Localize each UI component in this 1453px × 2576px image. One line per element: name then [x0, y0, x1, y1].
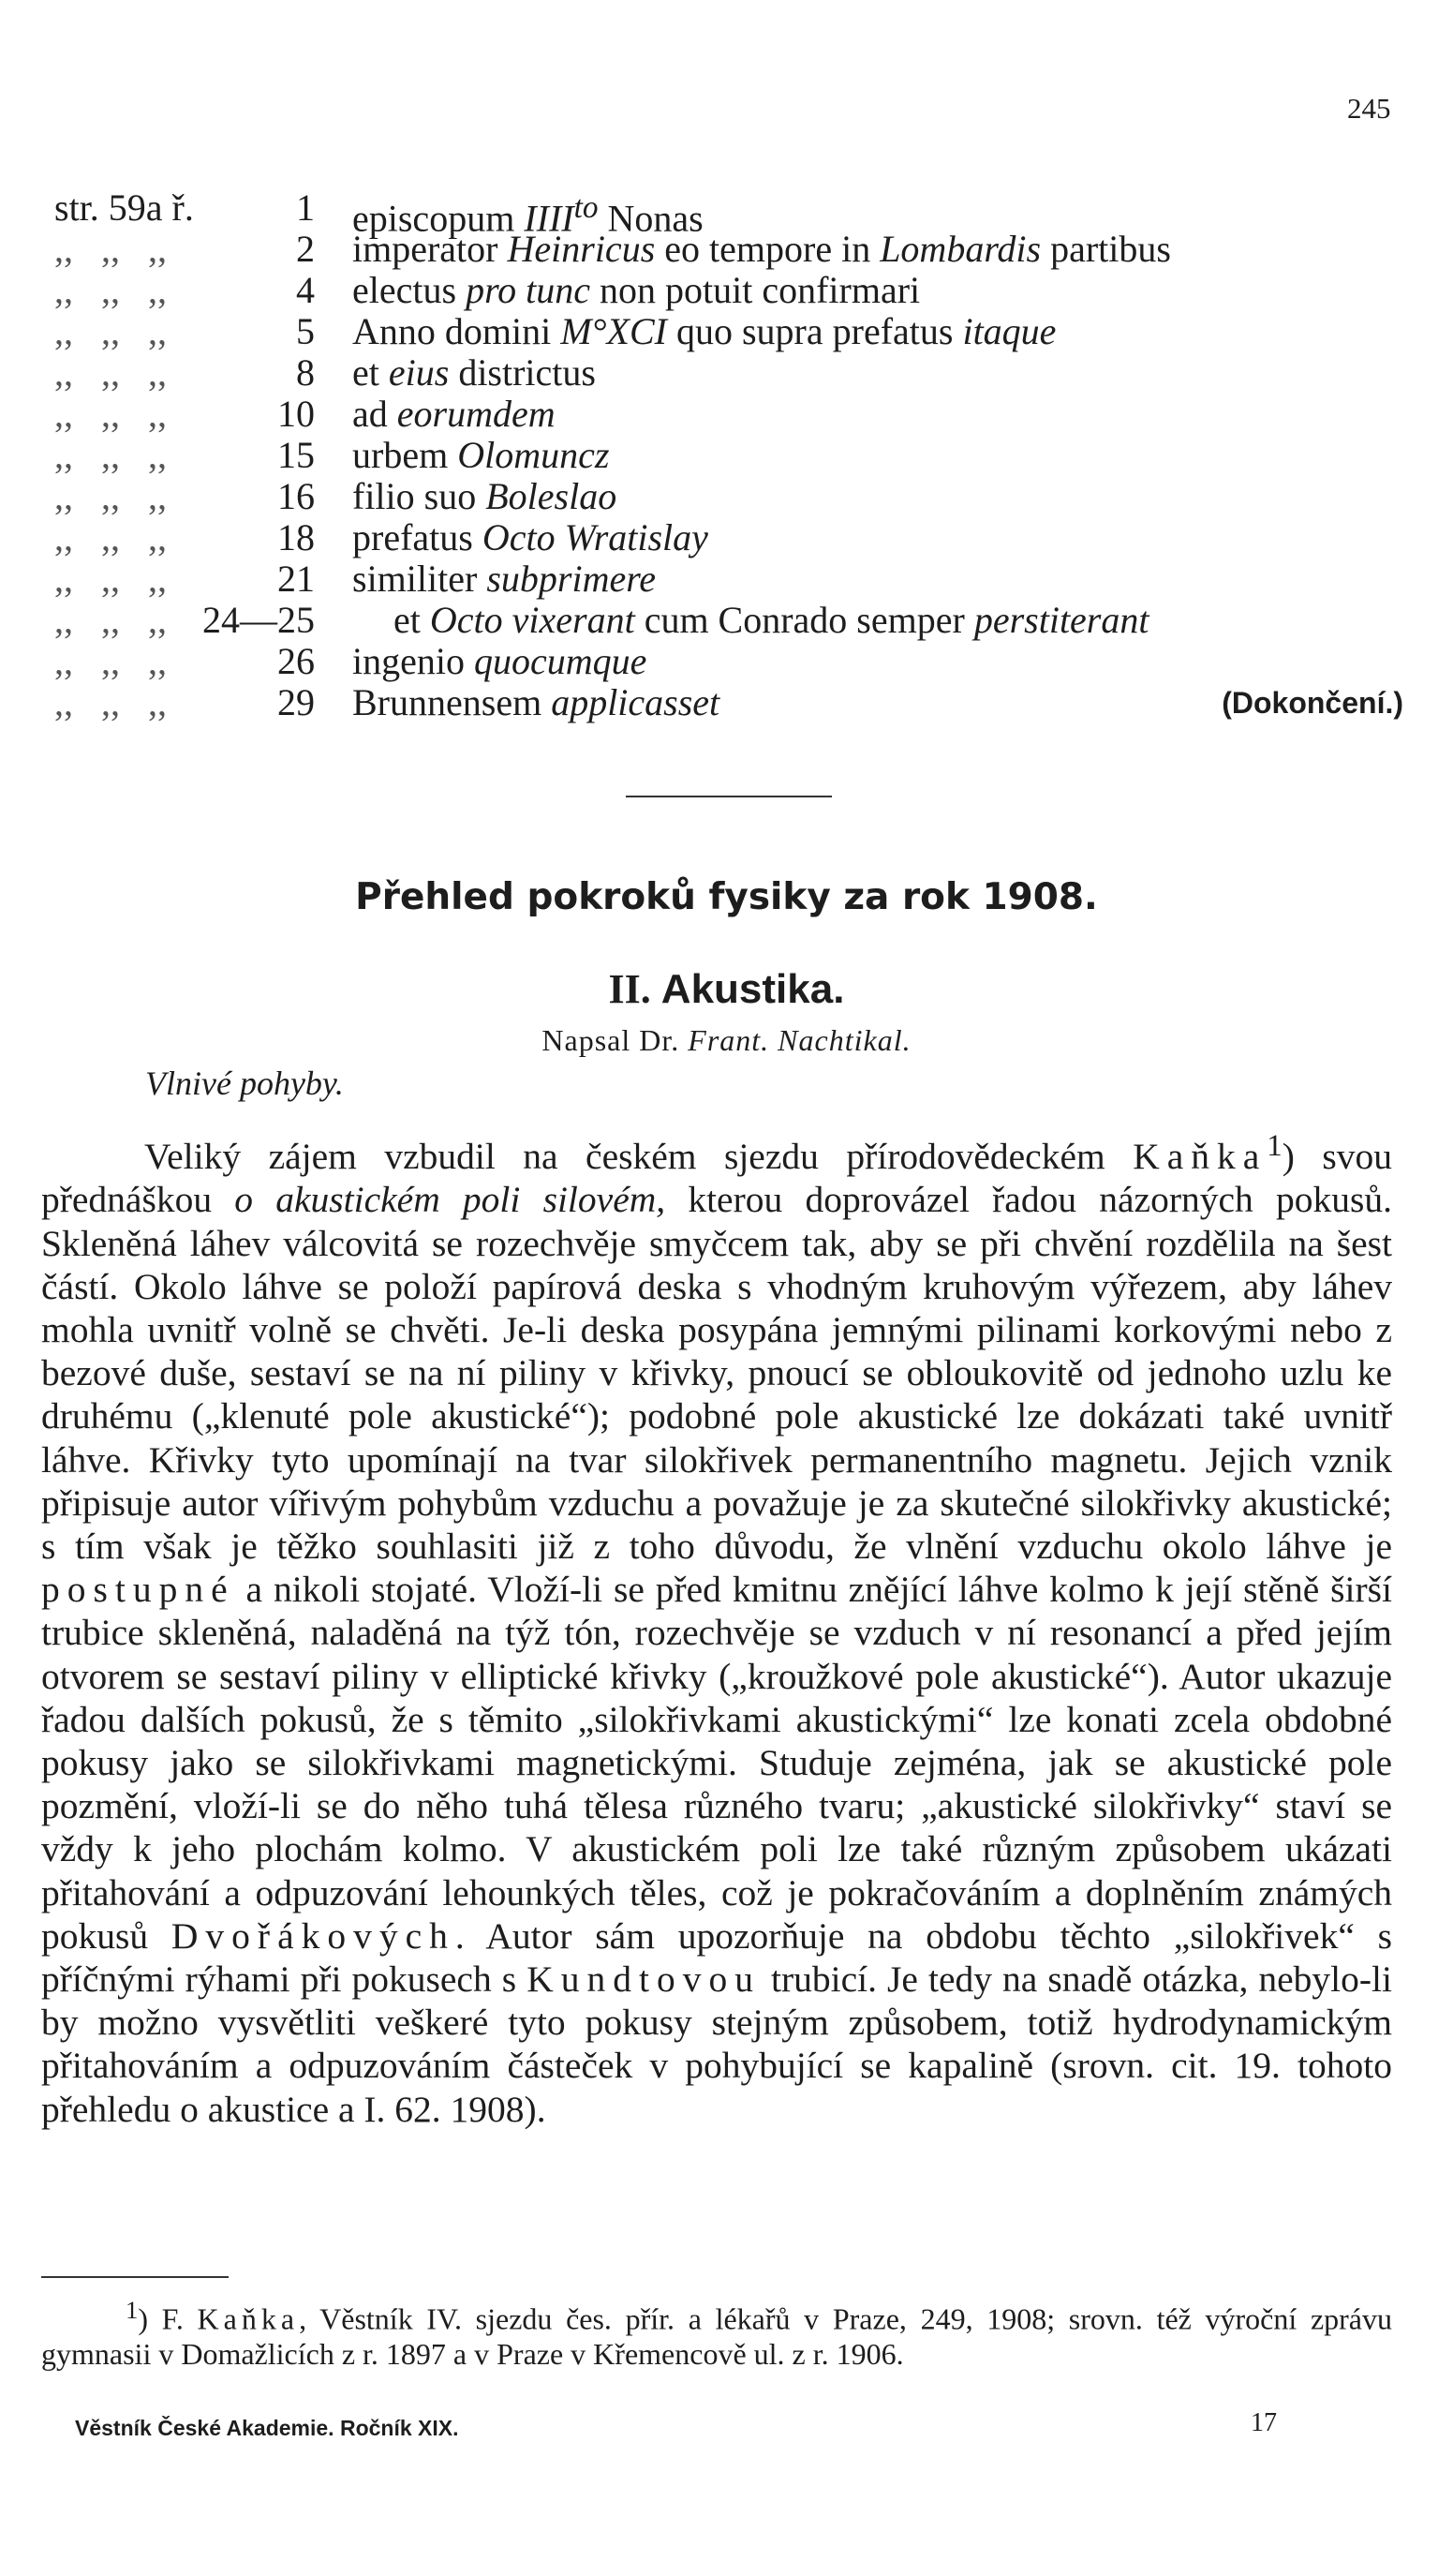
errata-text [352, 352, 596, 394]
footnote-text-run: ) F. [138, 2301, 198, 2336]
errata-text-run: non potuit confirmari [590, 269, 921, 311]
errata-line-number: 10 [277, 393, 315, 435]
errata-text-run: ingenio [352, 640, 474, 682]
errata-ref-text: ,, ,, ,, [54, 393, 167, 435]
errata-text-run: prefatus [352, 516, 482, 558]
errata-ref-text: ,, ,, ,, [54, 228, 167, 270]
body-text-run: trubicí. Je tedy na snadě otázka, nebylo-li by možno vysvětliti veškeré tyto pokusy stejným způsobem, totiž hydrodynamickým přitahováním a odpuzováním částeček v pohybující se kapalině (srovn. cit. 19. tohoto přehledu o akustice a I. 62. 1908). [41, 1958, 1392, 2130]
errata-ref [54, 311, 345, 352]
errata-ref-text: ,, ,, ,, [54, 558, 167, 600]
section-divider [626, 796, 832, 797]
errata-text-run: Nonas [598, 197, 704, 240]
errata-text-run: et [352, 351, 389, 394]
errata-row [54, 600, 1403, 641]
body-text-run: kterou doprovázel řadou názorných pokusů. Skleněná láhev válcovitá se rozechvěje smyčcem tak, aby se při chvění rozdělila na šest částí. Okolo láhve se položí papírová deska s vhodným kruhovým výřezem, aby láhev mohla uvnitř volně se chvěti. Je-li deska posypána jemnými pilinami korkovými nebo z bezové duše, sestaví se na ní piliny v křivky, pnoucí se obloukovitě od jednoho uzlu ke druhému („klenuté pole akustické“); podobné pole akustické lze dokázati také uvnitř láhve. Křivky tyto upomínají na tvar silokřivek permanentního magnetu. Jejich vznik připisuje autor vířivým pohybům vzduchu a považuje je za skutečné silokřivky akustické; s tím však je těžko souhlasiti již z toho důvodu, že vlnění vzduchu okolo láhve je [41, 1179, 1392, 1567]
continuation-note: (Dokončení.) [1222, 686, 1403, 720]
body-text-run: postupné [41, 1569, 235, 1611]
errata-text-run: eo tempore in [655, 228, 881, 270]
errata-text [393, 600, 1149, 641]
errata-ref [54, 558, 345, 600]
errata-text-run: Anno domini [352, 310, 561, 352]
errata-ref [54, 517, 345, 558]
errata-row [54, 229, 1403, 270]
errata-line-number: 29 [277, 681, 315, 723]
author-name: Frant. Nachtikal. [688, 1023, 912, 1057]
errata-text [352, 229, 1171, 270]
errata-text-run: urbem [352, 434, 458, 476]
errata-text [352, 641, 646, 682]
errata-text-run: Olomuncz [457, 434, 610, 476]
errata-text-run: Octo vixerant [429, 599, 635, 641]
errata-ref-text: ,, ,, ,, [54, 310, 167, 352]
body-text-run: Kundtovou [526, 1958, 761, 2001]
errata-line-number: 5 [296, 310, 315, 352]
errata-row [54, 352, 1403, 394]
errata-text-run: electus [352, 269, 467, 311]
errata-text-run: cum Conrado semper [634, 599, 974, 641]
errata-ref [54, 682, 345, 723]
errata-row [54, 517, 1403, 558]
body-text-run: . Autor sám upozorňuje na obdobu těchto „silokřivek“ s příčnými rýhami při pokusech s [41, 1914, 1392, 2001]
author-line [0, 1023, 1453, 1058]
errata-row [54, 311, 1403, 352]
errata-line-number: 24—25 [202, 599, 315, 641]
errata-text-run: pro tunc [466, 269, 591, 311]
errata-text-run: Lombardis [880, 228, 1042, 270]
errata-line-number: 15 [277, 434, 315, 476]
errata-text-run: itaque [962, 310, 1057, 352]
body-text-run: Dvořákových [171, 1914, 455, 1957]
errata-text-run: ad [352, 393, 397, 435]
errata-ref-text: ,, ,, ,, [54, 681, 167, 723]
errata-ref-text: ,, ,, ,, [54, 434, 167, 476]
errata-text-run: IIII [524, 197, 574, 240]
errata-ref [54, 435, 345, 476]
errata-text [352, 558, 656, 600]
errata-line-number: 26 [277, 640, 315, 682]
errata-text-run: partibus [1041, 228, 1171, 270]
errata-ref-text: str. 59a ř. [54, 186, 194, 229]
errata-row [54, 682, 1403, 723]
errata-ref [54, 352, 345, 394]
footer-signature: 17 [1251, 2408, 1277, 2437]
errata-line-number: 21 [277, 558, 315, 600]
errata-text [352, 435, 609, 476]
errata-line-number: 1 [296, 186, 315, 229]
footnote-text-run: , Věstník IV. sjezdu čes. přír. a lékařů v Praze, 249, 1908; srovn. též výroční zprávu gymnasii v Domažlicích z r. 1897 a v Praze v Křemencově ul. z r. 1906. [41, 2301, 1393, 2371]
errata-text-run: episcopum [352, 197, 525, 240]
errata-ref-text: ,, ,, ,, [54, 640, 167, 682]
errata-text-run: applicasset [551, 681, 720, 723]
footnote-text-run: 1 [126, 2296, 139, 2324]
errata-text [352, 682, 719, 723]
errata-ref-text: ,, ,, ,, [54, 516, 167, 558]
body-text-run: Veliký zájem vzbudil na českém sjezdu přírodovědeckém [144, 1136, 1134, 1178]
side-heading: Vlnivé pohyby. [145, 1065, 344, 1102]
errata-text-run: districtus [449, 351, 596, 394]
section-name: Akustika. [660, 966, 845, 1012]
errata-text [352, 394, 556, 435]
errata-text [352, 476, 616, 517]
errata-line-number: 4 [296, 269, 315, 311]
errata-line-number: 16 [277, 475, 315, 517]
errata-text-run: filio suo [352, 475, 486, 517]
errata-ref-text: ,, ,, ,, [54, 269, 167, 311]
errata-ref [54, 187, 345, 229]
errata-line-number: 8 [296, 351, 315, 394]
errata-row [54, 641, 1403, 682]
errata-ref [54, 476, 345, 517]
page-number: 245 [1347, 92, 1391, 125]
errata-ref [54, 394, 345, 435]
footnote-rule [41, 2276, 229, 2278]
body-text-run: a nikoli stojaté. Vloží-li se před kmitnu znějící láhve kolmo k její stěně širší trubice skleněná, naladěná na týž tón, rozechvěje se vzduch v ní resonancí a před jejím otvorem se sestaví piliny v elliptické křivky („kroužkové pole akustické“). Autor ukazuje řadou dalších pokusů, že s těmito „silokřivkami akustickými“ lze konati zcela obdobné pokusy jako se silokřivkami magnetickými. Studuje zejména, jak se akustické pole pozmění, vloží-li se do něho tuhá tělesa různého tvaru; „akustické silokřivky“ staví se vždy k jeho plochám kolmo. V akustickém poli lze také různým způsobem ukázati přitahování a odpuzování lehounkých těles, což je pokračováním a doplněním známých pokusů [41, 1569, 1392, 1957]
errata-text-run: similiter [352, 558, 487, 600]
author-prefix: Napsal Dr. [541, 1023, 680, 1057]
errata-row [54, 476, 1403, 517]
footer-journal: Věstník České Akademie. Ročník XIX. [75, 2416, 459, 2440]
body-text-run: Kaňka [1133, 1136, 1268, 1178]
errata-line-number: 18 [277, 516, 315, 558]
section-numeral: II. [608, 966, 651, 1012]
errata-text [352, 517, 708, 558]
errata-ref [54, 600, 345, 641]
errata-ref-text: ,, ,, ,, [54, 475, 167, 517]
errata-row [54, 435, 1403, 476]
errata-text-run: eius [388, 351, 450, 394]
body-text-run: ) svou přednáškou [41, 1136, 1392, 1221]
errata-text-run: Brunnensem [352, 681, 552, 723]
errata-row [54, 558, 1403, 600]
footnote-text-run: Kaňka [197, 2301, 300, 2336]
body-text-run: o akustickém poli silovém, [234, 1179, 666, 1221]
errata-text-run: Heinricus [507, 228, 656, 270]
errata-ref [54, 641, 345, 682]
errata-text-run: subprimere [486, 558, 657, 600]
errata-row [54, 186, 1403, 240]
errata-line-number: 2 [296, 228, 315, 270]
errata-text-run: quocumque [473, 640, 647, 682]
body-paragraph [41, 1124, 1392, 2131]
footnote [41, 2293, 1392, 2372]
errata-text-run: Boleslao [485, 475, 617, 517]
errata-row [54, 394, 1403, 435]
article-title: Přehled pokroků fysiky za rok 1908. [355, 876, 1098, 918]
errata-text-run: M°XCI [560, 310, 667, 352]
errata-text-run: imperator [352, 228, 508, 270]
body-text-run: 1 [1267, 1129, 1282, 1163]
section-title [0, 965, 1453, 1013]
errata-text [352, 311, 1056, 352]
errata-text-run: perstiterant [973, 599, 1149, 641]
errata-text-run: Octo Wratislay [482, 516, 708, 558]
errata-ref [54, 270, 345, 311]
errata-text-run: et [393, 599, 430, 641]
errata-list [54, 187, 1403, 723]
errata-row [54, 270, 1403, 311]
errata-text-run: to [573, 190, 599, 225]
errata-ref-text: ,, ,, ,, [54, 351, 167, 394]
errata-text-run: quo supra prefatus [666, 310, 963, 352]
errata-ref [54, 229, 345, 270]
errata-text [352, 270, 920, 311]
errata-ref-text: ,, ,, ,, [54, 599, 167, 641]
errata-text-run: eorumdem [396, 393, 556, 435]
